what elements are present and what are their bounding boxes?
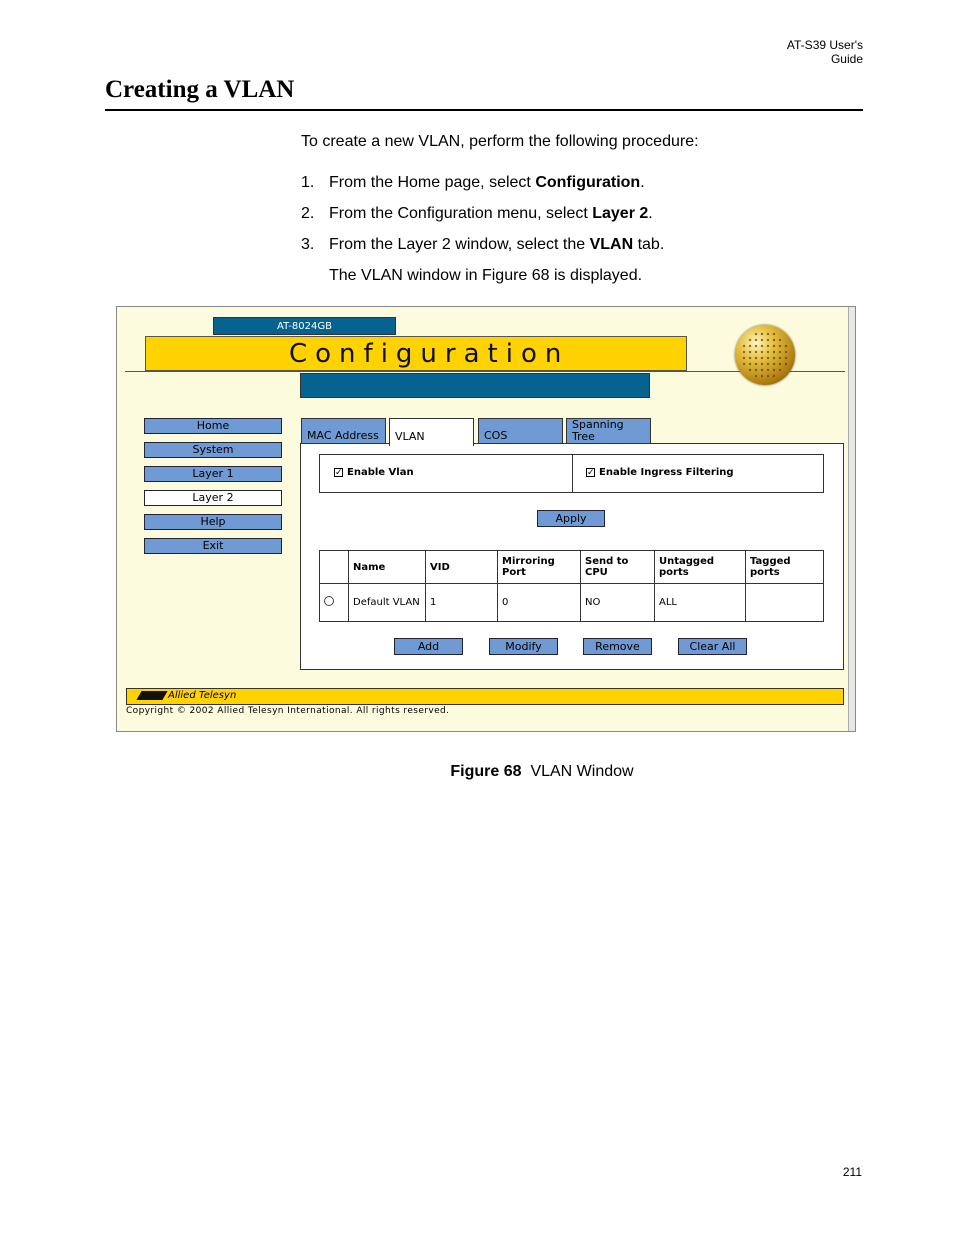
- nav-home-button[interactable]: Home: [144, 418, 282, 434]
- vlan-window-screenshot: [116, 306, 856, 732]
- brand-mark-icon: [136, 691, 167, 700]
- page-number: 211: [842, 1165, 862, 1179]
- remove-button[interactable]: Remove: [583, 638, 652, 655]
- column-header: [320, 551, 349, 584]
- copyright-text: Copyright © 2002 Allied Telesyn International. All rights reserved.: [126, 706, 450, 716]
- nav-layer1-button[interactable]: Layer 1: [144, 466, 282, 482]
- table-header-row: [320, 551, 824, 584]
- tab-mac-address[interactable]: MAC Address: [301, 418, 386, 444]
- column-header: Mirroring Port: [498, 551, 581, 584]
- nav-layer2-button[interactable]: Layer 2: [144, 490, 282, 506]
- row-select-cell[interactable]: [320, 584, 349, 622]
- table-cell: 1: [426, 584, 498, 622]
- table-cell: 0: [498, 584, 581, 622]
- tab-vlan[interactable]: VLAN: [389, 418, 474, 446]
- enable-vlan-option[interactable]: [334, 467, 414, 478]
- globe-logo-icon: [735, 325, 795, 385]
- intro-text: To create a new VLAN, perform the following procedure:: [301, 133, 699, 150]
- step-end: tab.: [633, 236, 665, 253]
- device-model-tab: AT-8024GB: [213, 317, 396, 335]
- column-header: Name: [349, 551, 426, 584]
- table-row[interactable]: [320, 584, 824, 622]
- column-header: VID: [426, 551, 498, 584]
- table-cell: NO: [581, 584, 655, 622]
- add-button[interactable]: Add: [394, 638, 463, 655]
- step-1: [301, 174, 645, 192]
- tab-cos[interactable]: COS: [478, 418, 563, 444]
- step-2: [301, 205, 653, 223]
- enable-vlan-checkbox[interactable]: ✓: [335, 468, 343, 478]
- row-radio-button[interactable]: [324, 596, 334, 606]
- nav-system-button[interactable]: System: [144, 442, 282, 458]
- tab-label-line2: Tree: [572, 430, 595, 443]
- options-divider: [572, 454, 573, 493]
- column-header: Send to CPU: [581, 551, 655, 584]
- vlan-table: [319, 550, 824, 622]
- column-header: Untagged ports: [655, 551, 746, 584]
- scrollbar[interactable]: [848, 307, 855, 731]
- title-rule: [105, 109, 863, 111]
- step-text: From the Home page, select: [329, 174, 536, 191]
- step-number: 3.: [301, 236, 315, 253]
- running-header: AT-S39 User's Guide: [786, 38, 863, 66]
- clear-all-button[interactable]: Clear All: [678, 638, 747, 655]
- modify-button[interactable]: Modify: [489, 638, 558, 655]
- step-text: From the Configuration menu, select: [329, 205, 593, 222]
- ingress-filtering-checkbox[interactable]: ✓: [587, 468, 595, 478]
- figure-caption: [0, 763, 954, 781]
- step-bold: Configuration: [535, 174, 641, 191]
- enable-vlan-label: Enable Vlan: [347, 467, 414, 478]
- step-end: .: [648, 205, 653, 222]
- sub-banner-bar: [300, 373, 650, 398]
- ingress-filtering-label: Enable Ingress Filtering: [599, 467, 734, 478]
- result-text: The VLAN window in Figure 68 is displayed.: [329, 267, 643, 284]
- step-number: 2.: [301, 205, 315, 222]
- table-cell: Default VLAN: [349, 584, 426, 622]
- banner-title: Configuration: [289, 339, 570, 369]
- nav-help-button[interactable]: Help: [144, 514, 282, 530]
- tab-label-line1: Spanning: [572, 418, 624, 431]
- figure-label: Figure 68: [450, 763, 522, 780]
- step-3: [301, 236, 664, 254]
- figure-title: VLAN Window: [530, 763, 634, 780]
- apply-button[interactable]: Apply: [537, 510, 605, 527]
- nav-exit-button[interactable]: Exit: [144, 538, 282, 554]
- table-cell: ALL: [655, 584, 746, 622]
- ingress-filtering-option[interactable]: [586, 467, 734, 478]
- table-cell: [746, 584, 824, 622]
- step-end: .: [640, 174, 645, 191]
- step-bold: Layer 2: [592, 205, 649, 222]
- brand-name: Allied Telesyn: [168, 690, 237, 701]
- step-number: 1.: [301, 174, 315, 191]
- column-header: Tagged ports: [746, 551, 824, 584]
- brand-logo: [139, 690, 236, 701]
- tab-spanning-tree[interactable]: [566, 418, 651, 444]
- banner-rule: [125, 371, 845, 372]
- step-bold: VLAN: [589, 236, 634, 253]
- step-text: From the Layer 2 window, select the: [329, 236, 590, 253]
- section-title: Creating a VLAN: [105, 76, 295, 103]
